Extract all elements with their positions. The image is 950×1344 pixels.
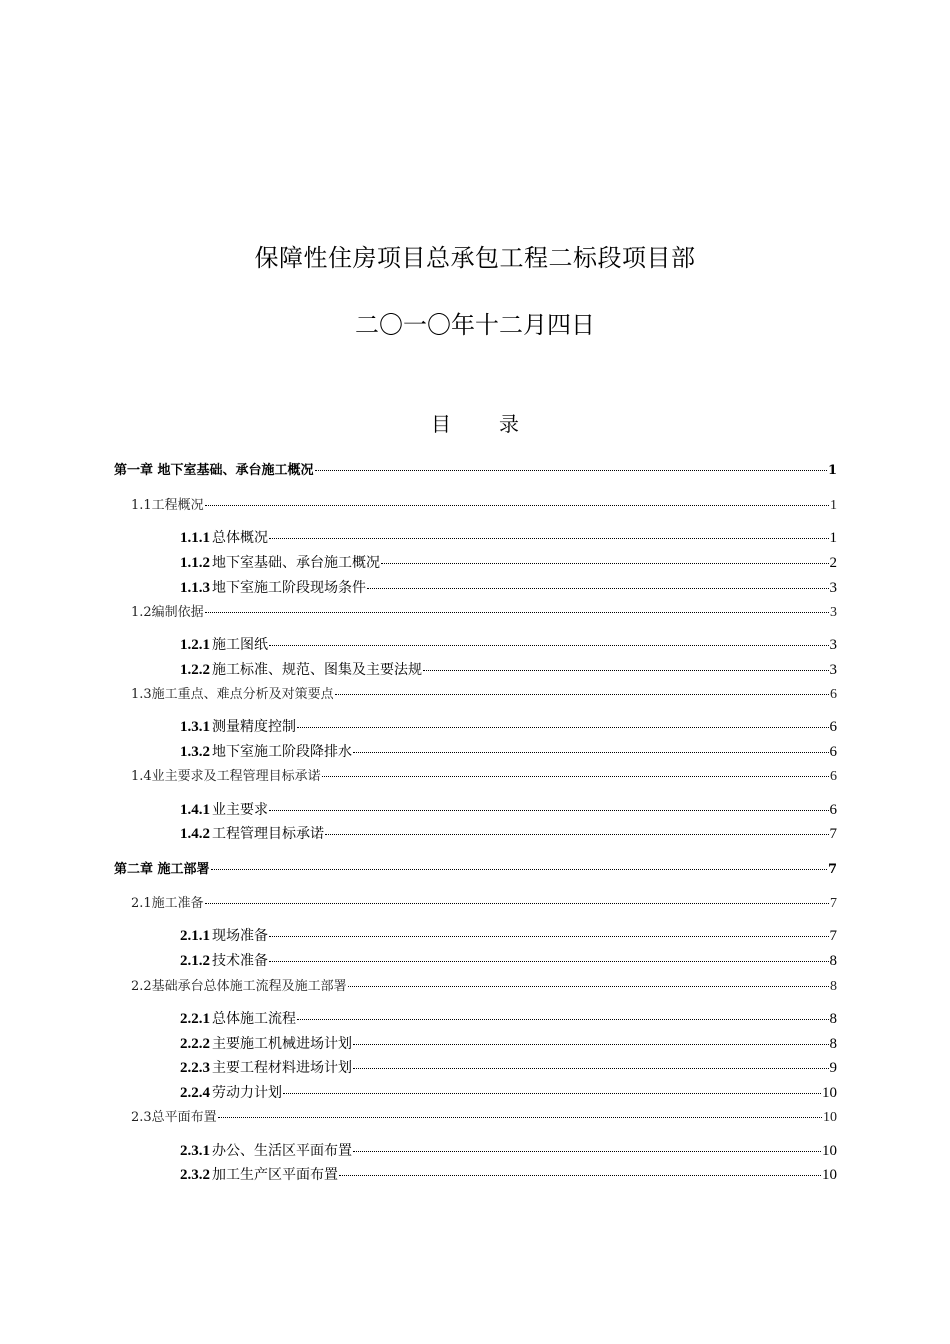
- toc-leader-dots: [218, 1117, 822, 1118]
- toc-entry-text: 1.2编制依据: [131, 605, 204, 620]
- toc-entry-text: 1.1工程概况: [131, 498, 204, 513]
- toc-entry-title: [114, 459, 314, 478]
- toc-entry[interactable]: [131, 683, 837, 703]
- toc-leader-dots: [269, 645, 829, 646]
- toc-entry[interactable]: [180, 823, 837, 843]
- toc-entry-title: [180, 527, 268, 547]
- toc-entry[interactable]: [180, 1057, 837, 1077]
- toc-entry[interactable]: [180, 950, 837, 970]
- toc-entry-number: 1.4.1: [180, 802, 210, 818]
- toc-entry-text: 工程管理目标承诺: [212, 826, 324, 842]
- toc-entry-page: 7: [829, 928, 837, 944]
- toc-entry-page: 8: [829, 953, 837, 969]
- toc-entry-title: [131, 601, 204, 620]
- toc-entry-page: 1: [829, 530, 837, 546]
- toc-entry[interactable]: [180, 634, 837, 654]
- toc-leader-dots: [353, 1044, 829, 1045]
- toc-entry-page: 10: [823, 1110, 837, 1125]
- toc-entry-page: 8: [829, 1011, 837, 1027]
- toc-entry-title: [114, 858, 210, 877]
- toc-entry-text: 技术准备: [212, 953, 268, 969]
- toc-leader-dots: [353, 752, 829, 753]
- toc-leader-dots: [367, 588, 829, 589]
- toc-entry-number: 1.2.2: [180, 662, 210, 678]
- toc-entry-text: 主要工程材料进场计划: [212, 1060, 352, 1076]
- toc-entry-page: 6: [830, 687, 837, 702]
- toc-leader-dots: [205, 903, 829, 904]
- toc-entry-text: 2.2基础承台总体施工流程及施工部署: [131, 979, 347, 994]
- toc-entry[interactable]: [180, 577, 837, 597]
- toc-entry-text: 第二章 施工部署: [114, 862, 210, 877]
- toc-leader-dots: [348, 986, 829, 987]
- toc-leader-dots: [269, 810, 829, 811]
- toc-entry-number: 2.3.1: [180, 1143, 210, 1159]
- toc-entry-number: 1.4.2: [180, 826, 210, 842]
- toc-entry-title: [180, 823, 324, 843]
- toc-leader-dots: [205, 612, 829, 613]
- toc-entry-title: [180, 950, 268, 970]
- toc-entry[interactable]: [131, 975, 837, 995]
- toc-entry-text: 主要施工机械进场计划: [212, 1036, 352, 1052]
- toc-entry[interactable]: [180, 925, 837, 945]
- toc-entry-title: [180, 659, 422, 679]
- toc-entry-title: [180, 1008, 296, 1028]
- toc-entry-number: 2.1.2: [180, 953, 210, 969]
- toc-entry-title: [180, 577, 366, 597]
- toc-entry[interactable]: [131, 494, 837, 514]
- toc-entry-text: 1.4业主要求及工程管理目标承诺: [131, 769, 321, 784]
- toc-entry-title: [180, 741, 352, 761]
- toc-entry-title: [131, 1106, 217, 1125]
- toc-leader-dots: [339, 1175, 821, 1176]
- toc-entry-number: 1.1.2: [180, 555, 210, 571]
- toc-entry-text: 2.3总平面布置: [131, 1110, 217, 1125]
- toc-leader-dots: [353, 1151, 821, 1152]
- toc-entry[interactable]: [131, 1106, 837, 1126]
- toc-entry-text: 总体概况: [212, 530, 268, 546]
- toc-entry-number: 2.2.2: [180, 1036, 210, 1052]
- toc-entry[interactable]: [180, 552, 837, 572]
- toc-entry-page: 10: [822, 1085, 837, 1101]
- toc-entry-text: 地下室施工阶段现场条件: [212, 580, 366, 596]
- toc-entry-number: 1.3.2: [180, 744, 210, 760]
- toc-entry[interactable]: [180, 659, 837, 679]
- toc-entry-page: 1: [830, 498, 837, 513]
- toc-leader-dots: [315, 470, 827, 471]
- toc-leader-dots: [297, 1019, 829, 1020]
- toc-entry[interactable]: [180, 1033, 837, 1053]
- toc-leader-dots: [322, 776, 829, 777]
- toc-entry-title: [180, 552, 380, 572]
- toc-entry-title: [180, 1033, 352, 1053]
- toc-entry-number: 1.1.3: [180, 580, 210, 596]
- toc-entry[interactable]: [114, 858, 837, 877]
- toc-entry-number: 1.2.1: [180, 637, 210, 653]
- toc-entry-page: 3: [829, 637, 837, 653]
- toc-entry-text: 现场准备: [212, 928, 268, 944]
- organization-title: 保障性住房项目总承包工程二标段项目部: [254, 244, 696, 272]
- toc-leader-dots: [269, 538, 829, 539]
- toc-entry-text: 加工生产区平面布置: [212, 1167, 338, 1183]
- toc-leader-dots: [423, 670, 829, 671]
- toc-entry[interactable]: [180, 1008, 837, 1028]
- toc-entry-number: 2.2.4: [180, 1085, 210, 1101]
- toc-entry-text: 地下室基础、承台施工概况: [212, 555, 380, 571]
- toc-entry-page: 10: [822, 1143, 837, 1159]
- toc-leader-dots: [283, 1093, 821, 1094]
- toc-leader-dots: [269, 961, 829, 962]
- toc-entry-page: 10: [822, 1167, 837, 1183]
- document-date: 二〇一〇年十二月四日: [355, 311, 595, 339]
- toc-entry-number: 2.2.3: [180, 1060, 210, 1076]
- toc-entry-text: 总体施工流程: [212, 1011, 296, 1027]
- toc-entry-title: [180, 634, 268, 654]
- toc-entry-page: 6: [830, 769, 837, 784]
- toc-entry-title: [180, 799, 268, 819]
- toc-entry-page: 3: [829, 662, 837, 678]
- toc-heading-right: 录: [499, 412, 519, 436]
- toc-entry-page: 8: [830, 979, 837, 994]
- toc-entry[interactable]: [180, 716, 837, 736]
- toc-entry[interactable]: [131, 765, 837, 785]
- toc-entry-page: 8: [829, 1036, 837, 1052]
- toc-entry-text: 业主要求: [212, 802, 268, 818]
- toc-entry-title: [131, 765, 321, 784]
- toc-entry-title: [131, 494, 204, 513]
- toc-leader-dots: [211, 869, 827, 870]
- toc-leader-dots: [269, 936, 829, 937]
- toc-entry-page: 9: [829, 1060, 837, 1076]
- toc-entry-text: 2.1施工准备: [131, 896, 204, 911]
- toc-entry-text: 施工图纸: [212, 637, 268, 653]
- toc-leader-dots: [205, 505, 829, 506]
- toc-entry-title: [180, 925, 268, 945]
- toc-entry-title: [131, 683, 334, 702]
- toc-entry-page: 6: [829, 802, 837, 818]
- toc-entry-page: 3: [830, 605, 837, 620]
- toc-entry-text: 测量精度控制: [212, 719, 296, 735]
- toc-entry-text: 劳动力计划: [212, 1085, 282, 1101]
- toc-leader-dots: [381, 563, 829, 564]
- toc-entry-page: 1: [827, 463, 837, 478]
- toc-entry-text: 地下室施工阶段降排水: [212, 744, 352, 760]
- toc-entry-page: 7: [827, 862, 837, 877]
- toc-entry-title: [131, 892, 204, 911]
- toc-entry-number: 1.1.1: [180, 530, 210, 546]
- toc-entry-number: 2.2.1: [180, 1011, 210, 1027]
- toc-leader-dots: [353, 1068, 829, 1069]
- toc-entry[interactable]: [131, 601, 837, 621]
- toc-entry-title: [180, 1140, 352, 1160]
- toc-leader-dots: [335, 694, 829, 695]
- toc-entry[interactable]: [114, 459, 837, 478]
- toc-heading-left: 目: [431, 412, 451, 436]
- toc-entry-text: 1.3施工重点、难点分析及对策要点: [131, 687, 334, 702]
- toc-entry-page: 2: [829, 555, 837, 571]
- toc-entry-page: 6: [829, 719, 837, 735]
- toc-entry-text: 第一章 地下室基础、承台施工概况: [114, 463, 314, 478]
- toc-entry-text: 办公、生活区平面布置: [212, 1143, 352, 1159]
- toc-entry-title: [180, 1164, 338, 1184]
- toc-entry-title: [131, 975, 347, 994]
- toc-entry[interactable]: [180, 741, 837, 761]
- toc-entry[interactable]: [180, 1164, 837, 1184]
- toc-entry-text: 施工标准、规范、图集及主要法规: [212, 662, 422, 678]
- toc-entry-number: 2.3.2: [180, 1167, 210, 1183]
- toc-entry-title: [180, 1057, 352, 1077]
- toc-entry[interactable]: [180, 799, 837, 819]
- toc-entry-page: 3: [829, 580, 837, 596]
- toc-entry-title: [180, 716, 296, 736]
- toc-entry[interactable]: [180, 527, 837, 547]
- toc-entry-title: [180, 1082, 282, 1102]
- toc-entry-number: 2.1.1: [180, 928, 210, 944]
- toc-entry[interactable]: [131, 892, 837, 912]
- toc-leader-dots: [325, 834, 829, 835]
- toc-entry[interactable]: [180, 1082, 837, 1102]
- toc-entry-page: 7: [829, 826, 837, 842]
- toc-entry-page: 7: [830, 896, 837, 911]
- toc-entry[interactable]: [180, 1140, 837, 1160]
- toc-leader-dots: [297, 727, 829, 728]
- toc-entry-number: 1.3.1: [180, 719, 210, 735]
- toc-entry-page: 6: [829, 744, 837, 760]
